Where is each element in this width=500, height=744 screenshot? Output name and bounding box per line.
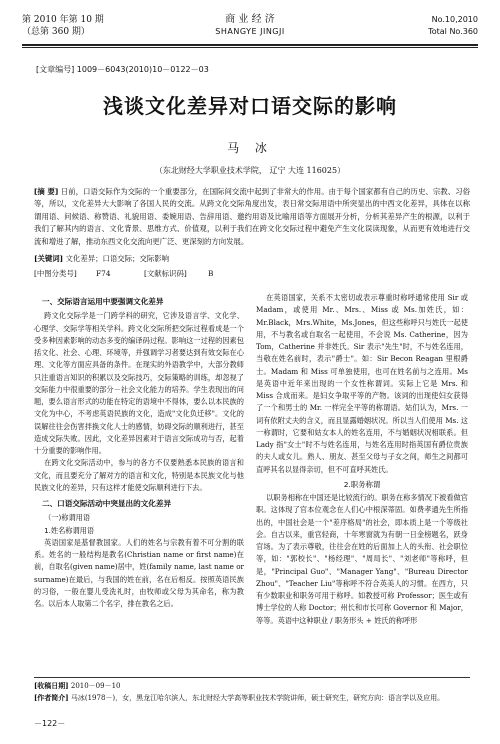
- paragraph: 以职务相称在中国还是比较流行的。职务在称多情况下被看做官职。这体现了官本位观念在人们心中根深蒂固。如费孝通先生所指出的，中国社会是一个"差序格局"的社会，即本质上是一个等级社会。自古以来，重官轻商，十年寒窗就为有朝一日金榜题名，跃身官场。为了表示尊敬，往往会在姓的后面加上人的头衔、社会职位等，如："郭校长"、"杨经理"、"周局长"、"刘老师"等称呼，但是，"Principal Guo"、"Manager Yang"、"Bureau Director Zhou"、"Teacher Liu"等称呼不符合英美人的习惯。在西方，只有少数职业和职务可用于称呼。如教授可称 Professor；医生或有博士学位的人称 Doctor；州长和市长可称 Governor 和 Major，等等。英语中这种职业 / 职务形头 + 姓氏的称呼形: [256, 493, 468, 625]
- class-label: [中图分类号]: [34, 269, 77, 278]
- right-column: [256, 292, 468, 627]
- author-name: 马 冰: [227, 141, 273, 155]
- paragraph: 在跨文化交际活动中，参与的各方不仅要熟悉本民族的语言和文化，而且要充分了解对方的语言和文化，特别是本民族文化与他民族文化的差异，只有这样才能使交际顺利进行下去。: [34, 458, 244, 492]
- issue-en-line-2: Total No.360: [428, 27, 478, 36]
- abstract-label: [摘 要]: [34, 187, 59, 196]
- journal-name-cn: 商 业 经 济: [225, 14, 275, 25]
- page-number: －122－: [34, 719, 66, 728]
- abstract: [34, 186, 470, 248]
- author-affiliation: （东北财经大学职业技术学院， 辽宁 大连 116025）: [154, 166, 346, 175]
- author-bio-text: 马冰(1978－)，女，黑龙江哈尔滨人，东北财经大学高等职业技术学院讲师，硕士研究生，研究方向：语言学以及应用。: [70, 694, 445, 702]
- received-label: [收稿日期]: [34, 681, 69, 690]
- subsection-heading: 2.职务称谓: [343, 479, 381, 489]
- footnote-rule: [34, 677, 470, 678]
- received-value: 2010－09－10: [70, 682, 121, 690]
- abstract-text: 日前，口语交际作为交际的一个重要部分，在国际间交流中起到了非常大的作用。由于每个国家都有自己的历史、宗教、习俗等，所以，文化差异大大影响了各国人民的交流。从跨文化交际角度出发，表日常交际用语中所突显出的中西文化差异，具体在以称谓用语、问候语、称赞语、礼貌用语、委婉用语、告辞用语、邀约用语及比喻用语等方面展开分析，分析其差异产生的根源，以利于我们了解其内的语言、文化背景、思维方式、价值观，以利于我们在跨文化交际过程中避免产生文化误读现象，从而更有效地进行交流和增进了解，推动东西文化交流向更广泛、更深刻的方向发展。: [34, 187, 470, 246]
- author-bio: [34, 692, 470, 704]
- article-title: 浅谈文化差异对口语交际的影响: [103, 94, 397, 118]
- doc-code-value: B: [208, 269, 214, 278]
- paragraph: 跨文化交际学是一门跨学科的研究，它涉及语言学、文化学、心理学、交际学等相关学科。跨文化交际所把交际过程看成是一个受多种因素影响的动态多变的编译码过程。影响这一过程的因素包括文化、社会、心理、环境等，并强调学习者要达到有效交际在心理、文化等方面应具备的条件。在现实的外语教学中，大部分教师只注重语言知识的积累以及交际技巧，交际策略的训练，却忽视了交际能力中很重要的部分－社会文化能力的培养。学生表现出的问题，要么语言形式的功能在特定的语境中不得体，要么以本民族的文化为中心，不考虑英语民族的文化，造成"文化负迁移"。文化的误解往往会伤害拌换文化人士的感情，妨碍交际的顺利进行，甚至造成交际失败。因此，文化差异因素对于语言交际成功与否，起着十分重要的影响作用。: [34, 311, 244, 455]
- keywords-text: 文化差异；口语交际；交际影响: [65, 254, 170, 263]
- header-rule-thin: [22, 47, 478, 48]
- classification: [34, 268, 464, 279]
- paragraph: 在英语国家，关系不太密切或表示尊重时称呼通常使用 Sir 或 Madam，或使用 Mr.、Mrs.、Miss 或 Ms.加姓氏，如：Mr.Black，Mrs.White，Ms.Jones，但这些称呼只与姓氏一起使用，不与教名或自取名一起使用，不会说 Ms. Catherine，因为 Tom，Catherine 并非姓氏。Sir 表示"先生"时，不与姓名连用，当敬在姓名前时，表示"爵士"。如：Sir Becon Reagan 里根爵士。Madam 和 Miss 可单独使用，也可在姓名前与之连用。Ms 是英语中近年来出现的一个女性称谓词。实际上它是 Mrs. 和 Miss 合成而来。是妇女争取平等的产物。该词的出现使妇女获得了一个和男士的 Mr. 一样完全平等的称谓语。姑们认为，Mrs. 一词有依附丈夫的含义，而且显露婚姻状况。所以当人们使用 Ms. 这一称谓时，它要和姑女本人的姓名连用，不与婚姻状况相联系。但 Lady 指"女士"时不与姓名连用，与姓名连用时指英国有爵位贵族的夫人或女儿。熟人、朋友、甚至父母与子女之间，师生之间都可直呼其名以显得亲切，但不可直呼其姓氏。: [256, 293, 468, 474]
- issue-info-en: [428, 14, 478, 38]
- received-date: [34, 680, 470, 692]
- article-number: [文章编号] 1009－6043(2010)10－0122－03: [36, 65, 209, 74]
- keywords-label: [关键词]: [34, 254, 64, 263]
- issue-line-1: 第 2010 年第 10 期: [22, 15, 104, 25]
- subsection-heading: （一)称谓用语: [44, 513, 91, 523]
- section-heading-2: 二、口语交际活动中突显出的文化差异: [42, 499, 172, 508]
- journal-name-pinyin: SHANGYE JINGJI: [215, 27, 285, 36]
- section-heading-1: 一、交际语言运用中要强调文化差异: [42, 297, 164, 306]
- issue-line-2: （总第 360 期）: [22, 27, 90, 37]
- class-value: F74: [96, 269, 111, 278]
- left-column: [34, 292, 244, 610]
- paragraph: 英语国家是基督教国家。人们的姓名与宗教有着不可分割的联系。姓名的一般结构是教名(Christian name or first name)在前，自取名(given name)居中，姓(family name, last name or surname)在最后，与我国的姓在前，名在后相反。按照英语民族的习俗，一般在婴儿受洗礼时，由牧师或父母为其命名，称为教名。以后本人取第二个名字，排在教名之后。: [34, 537, 244, 608]
- author-bio-label: [作者简介]: [34, 693, 69, 702]
- keywords: [34, 253, 169, 264]
- page-header: [22, 14, 478, 48]
- subsection-heading: 1.姓名称谓用语: [44, 525, 95, 535]
- issue-en-line-1: No.10,2010: [431, 15, 478, 24]
- doc-code-label: [文献标识码]: [144, 269, 187, 278]
- journal-name: [22, 14, 478, 38]
- header-rule-thick: [22, 44, 478, 46]
